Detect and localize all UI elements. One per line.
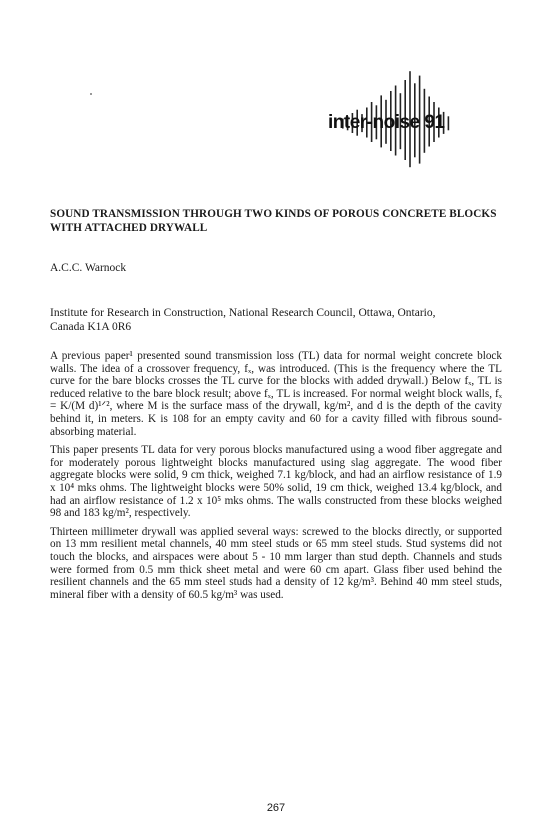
paragraph-2: This paper presents TL data for very porous blocks manufactured using a wood fiber aggregate and for moderately porous lightweight blocks manufactured using slag aggregate. The wood fiber aggregate blocks were solid, 9 cm thick, weighed 7.1 kg/block, and had an airflow resistance of 1.9 x 10⁴ mks ohms. The lightweight blocks were 50% solid, 19 cm thick, weighed 13.4 kg/block, and had an airflow resistance of 1.2 x 10⁵ mks ohms. The walls constructed from these blocks weighed 98 and 183 kg/m², respectively. [50,444,502,520]
conference-logo [320,62,470,180]
affiliation-line-2: Canada K1A 0R6 [50,321,132,333]
scan-speck [90,93,92,95]
author-name: A.C.C. Warnock [50,262,127,274]
paragraph-3: Thirteen millimeter drywall was applied several ways: screwed to the blocks directly, or supported on 13 mm resilient metal channels, 40 mm steel studs or 65 mm steel studs. Stud systems did not touch the blocks, and airspaces were about 5 - 10 mm larger than stud depth. Channels and studs were formed from 0.5 mm thick sheet metal and were 60 cm apart. Glass fiber used behind the resilient channels and the 65 mm steel studs had a density of 12 kg/m³. Behind 40 mm steel studs, mineral fiber with a density of 60.5 kg/m³ was used. [50,525,502,601]
affiliation-line-1: Institute for Research in Construction, National Research Council, Ottawa, Ontario, [50,307,436,319]
paragraph-1: A previous paper¹ presented sound transmission loss (TL) data for normal weight concrete block walls. The idea of a crossover frequency, fₓ, was introduced. (This is the frequency where the TL curve for the bare blocks crosses the TL curve for the blocks with added drywall.) Below fₓ, TL is reduced relative to the bare block result; above fₓ, TL is increased. For normal weight block walls, fₓ = K/(M d)¹ᐟ², where M is the surface mass of the drywall, kg/m², and d is the depth of the cavity behind it, in meters. K is 108 for an empty cavity and 60 for a cavity filled with fibrous sound-absorbing material. [50,350,502,438]
logo-text: inter-noise 91 [328,112,445,133]
paper-title: SOUND TRANSMISSION THROUGH TWO KINDS OF POROUS CONCRETE BLOCKS WITH ATTACHED DRYWALL [50,208,497,234]
author-affiliation [50,306,510,334]
page-number: 267 [266,802,286,814]
logo-bar [448,116,450,130]
body-text [50,350,502,607]
